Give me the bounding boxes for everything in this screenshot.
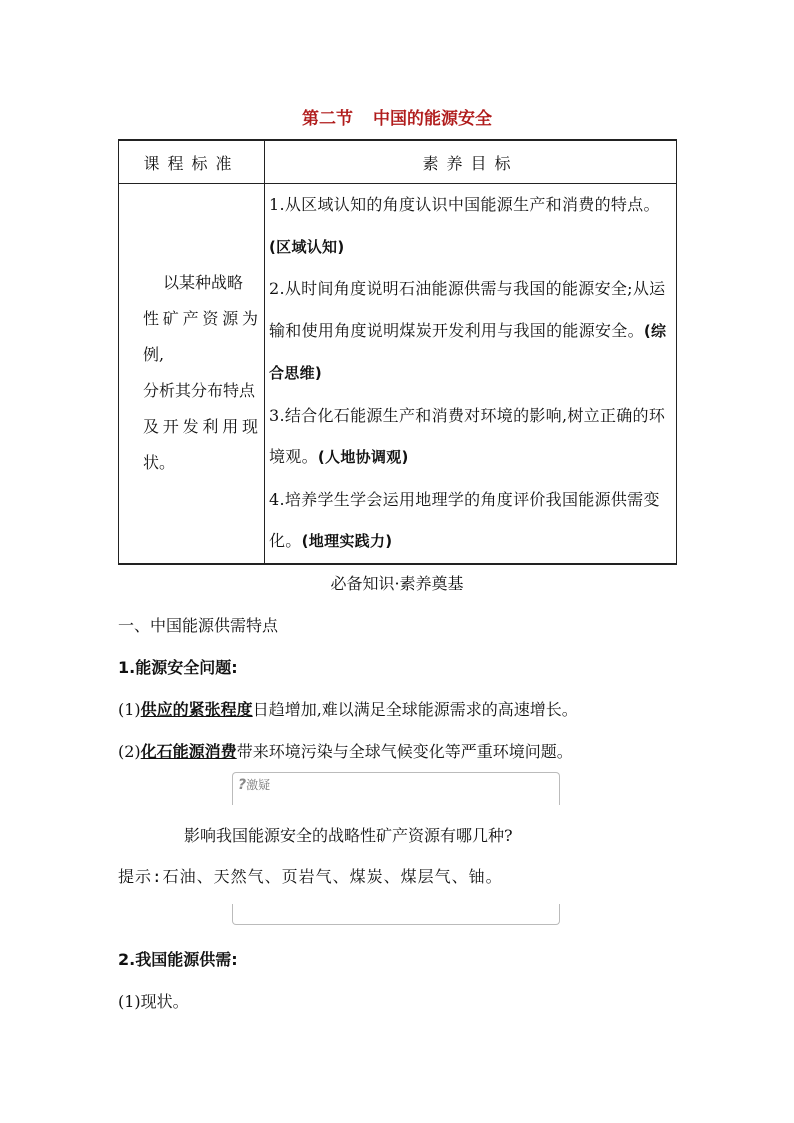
page-title [0,104,794,129]
item2-sub: (1)现状。 [118,992,189,1011]
item1-line1: (1)供应的紧张程度日趋增加,难以满足全球能源需求的高速增长。 [118,700,578,719]
standard-line: 分析其分布特点 [143,381,256,401]
keyword: 化石能源消费 [140,742,237,761]
standard-line: 性矿产资源为例, [143,309,258,365]
goal-tag: (人地协调观) [317,448,409,466]
goal-item: 3.结合化石能源生产和消费对环境的影响,树立正确的环境观。(人地协调观) [269,405,666,466]
goal-tag: (综合思维) [269,321,667,382]
goal-item: 2.从时间角度说明石油能源供需与我国的能源安全;从运输和使用角度说明煤炭开发利用与我国的能源安全。(综合思维) [269,279,667,382]
part-heading: 一、中国能源供需特点 [118,616,279,635]
col-header-goals: 素养目标 [265,140,677,184]
standard-line: 以某种战略 [163,273,244,293]
col-header-standard: 课程标准 [119,140,265,184]
doubt-box-bottom [232,904,560,925]
section-name: 中国的能源安全 [373,109,492,129]
doubt-question: 影响我国能源安全的战略性矿产资源有哪几种? [184,826,513,845]
question-mark-icon: ? [238,777,247,793]
curriculum-table [118,139,677,565]
item1-line2: (2)化石能源消费带来环境污染与全球气候变化等严重环境问题。 [118,742,573,761]
keyword: 供应的紧张程度 [140,700,253,719]
section-number: 第二节 [302,109,353,129]
goal-item: 4.培养学生学会运用地理学的角度评价我国能源供需变化。(地理实践力) [269,489,660,550]
goals-cell [265,184,677,564]
doubt-label: ?激疑 [238,777,271,793]
goal-tag: (地理实践力) [301,532,393,550]
doubt-box-top [232,772,560,805]
item2-heading: 2.我国能源供需: [118,950,238,969]
goal-tag: (区域认知) [269,237,345,256]
standard-line: 及开发利用现状。 [143,417,258,473]
doubt-hint: 提示:石油、天然气、页岩气、煤炭、煤层气、铀。 [118,867,503,886]
item1-heading: 1.能源安全问题: [118,658,238,677]
standard-cell [119,184,265,564]
section-heading: 必备知识·素养奠基 [330,574,464,593]
goal-item: 1.从区域认知的角度认识中国能源生产和消费的特点。(区域认知) [269,195,660,256]
